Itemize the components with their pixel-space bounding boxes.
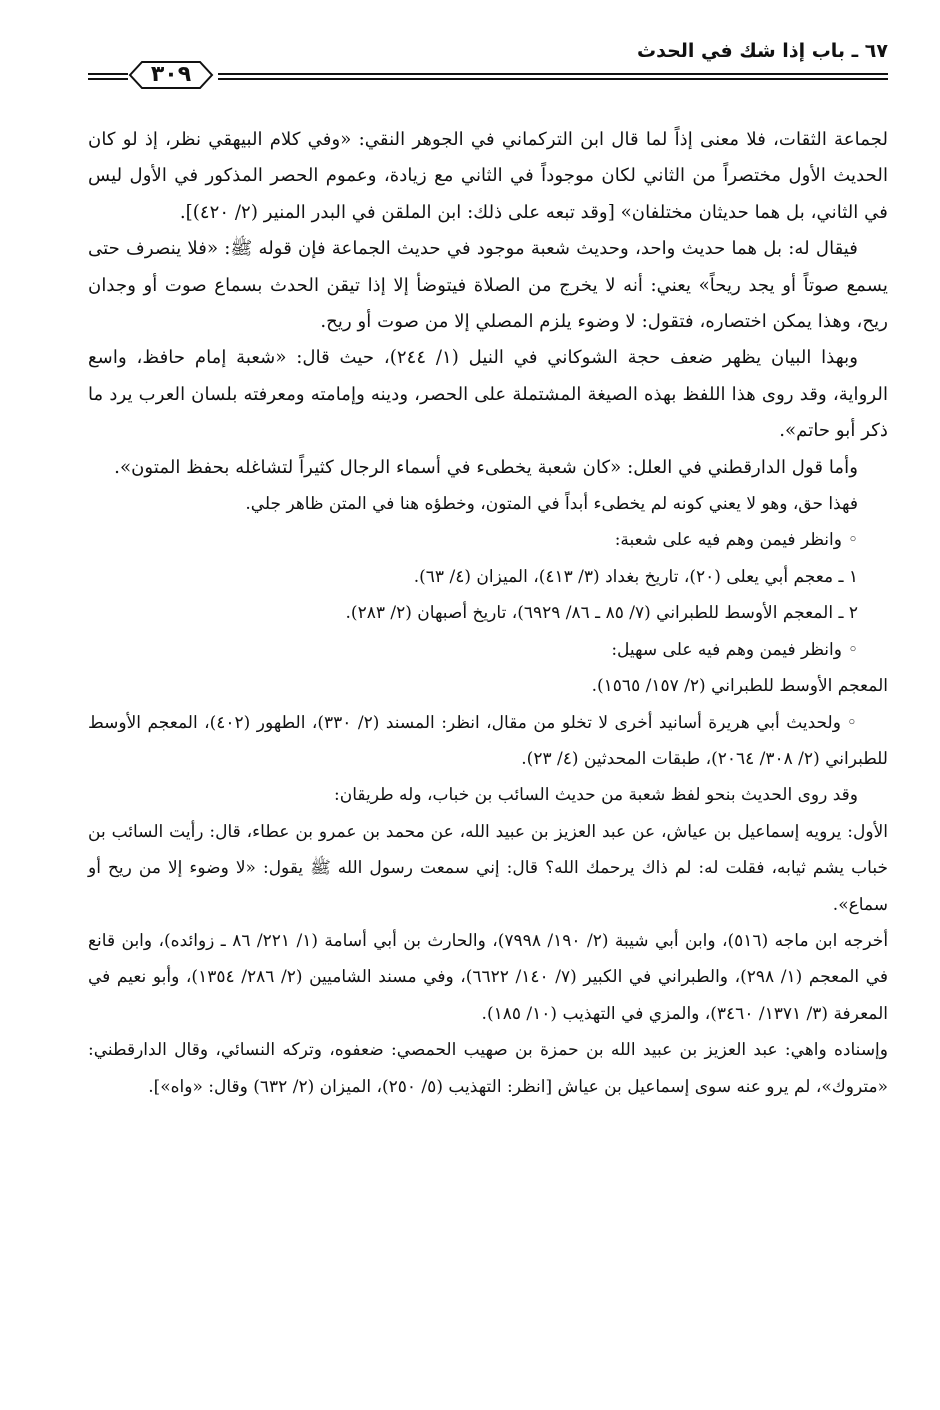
note-paragraph: الأول: يرويه إسماعيل بن عياش، عن عبد العزيز بن عبيد الله، عن محمد بن عمرو بن عطاء، قال: رأيت السائب بن خباب يشم ثيابه، فقلت له: لم ذاك يرحمك الله؟ قال: إني سمعت رسول الله ﷺ يقول: «لا وضوء إلا من ريح أو سماع». xyxy=(88,821,888,915)
header-rule xyxy=(88,78,128,80)
note-list-item: ٢ ـ المعجم الأوسط للطبراني (٧/ ٨٥ ـ ٨٦/ ٦٩٢٩)، تاريخ أصبهان (٢/ ٢٨٣). xyxy=(345,603,858,624)
header-rule xyxy=(88,73,128,75)
paragraph: لجماعة الثقات، فلا معنى إذاً لما قال ابن التركماني في الجوهر النقي: «وفي كلام البيهقي نظر، إذ لو كان الحديث الأول مختصراً من الثاني لكان موجوداً في الثاني مع زيادة، وعموم الحصر المذكور في الأول ليس في الثاني، بل هما حديثان مختلفان» [وقد تبعه على ذلك: ابن الملقن في البدر المنير (٢/ ٤٢٠)]. xyxy=(88,129,888,223)
note-paragraph: فهذا حق، وهو لا يعني كونه لم يخطىء أبداً في المتون، وخطؤه هنا في المتن ظاهر جلي. xyxy=(245,494,858,515)
paragraph: وبهذا البيان يظهر ضعف حجة الشوكاني في النيل (١/ ٢٤٤)، حيث قال: «شعبة إمام حافظ، واسع الرواية، وقد روى هذا اللفظ بهذه الصيغة المشتملة على الحصر، ودينه وإمامته ومعرفته بلسان العرب يرد ما ذكر أبو حاتم». xyxy=(88,347,888,442)
note-paragraph: أخرجه ابن ماجه (٥١٦)، وابن أبي شيبة (٢/ ١٩٠/ ٧٩٩٨)، والحارث بن أبي أسامة (١/ ٢٢١/ ٨٦ ـ زوائده)، وابن قانع في المعجم (١/ ٢٩٨)، والطبراني في الكبير (٧/ ١٤٠/ ٦٦٢٢)، وفي مسند الشاميين (٢/ ٢٨٦/ ١٣٥٤)، وأبو نعيم في المعرفة (٣/ ١٣٧١/ ٣٤٦٠)، والمزي في التهذيب (١٠/ ١٨٥). xyxy=(88,930,889,1024)
paragraph: وأما قول الدارقطني في العلل: «كان شعبة يخطىء في أسماء الرجال كثيراً لتشاغله بحفظ المتون». xyxy=(114,456,858,478)
bullet-icon: ◦ xyxy=(847,530,858,551)
header-rule xyxy=(218,78,888,80)
note-paragraph: وإسناده واهي: عبد العزيز بن عبيد الله بن حمزة بن صهيب الحمصي: ضعفوه، وتركه النسائي، وقال الدارقطني: «متروك»، لم يرو عنه سوى إسماعيل بن عياش [انظر: التهذيب (٥/ ٢٥٠)، الميزان (٢/ ٦٣٢) وقال: «واه»]. xyxy=(88,1040,888,1097)
note-item: ◦وانظر فيمن وهم فيه على شعبة: xyxy=(614,530,858,551)
bullet-icon: ◦ xyxy=(846,712,858,733)
note-item: ◦وانظر فيمن وهم فيه على سهيل: xyxy=(611,639,858,660)
note-list-item: ١ ـ معجم أبي يعلى (٢٠)، تاريخ بغداد (٣/ ٤١٣)، الميزان (٤/ ٦٣). xyxy=(413,566,858,587)
chapter-title: ٦٧ ـ باب إذا شك في الحدث xyxy=(637,40,888,62)
page-body xyxy=(88,122,888,1105)
paragraph: فيقال له: بل هما حديث واحد، وحديث شعبة موجود في حديث الجماعة فإن قوله ﷺ: «فلا ينصرف حتى يسمع صوتاً أو يجد ريحاً» يعني: أنه لا يخرج من الصلاة فيتوضأ إلا إذا تيقن الحدث بسماع صوت أو وجدان ريح، وهذا يمكن اختصاره، فتقول: لا وضوء يلزم المصلي إلا من صوت أو ريح. xyxy=(88,238,888,333)
page-header xyxy=(88,38,888,88)
header-rule xyxy=(218,73,888,75)
page-number-frame xyxy=(126,60,216,90)
note-item: ◦ولحديث أبي هريرة أسانيد أخرى لا تخلو من مقال، انظر: المسند (٢/ ٣٣٠)، الطهور (٤٠٢)، المعجم الأوسط للطبراني (٢/ ٣٠٨/ ٢٠٦٤)، طبقات المحدثين (٤/ ٢٣). xyxy=(88,712,888,769)
page-number: ٣٠٩ xyxy=(150,62,192,87)
bullet-icon: ◦ xyxy=(847,639,858,660)
note-paragraph: وقد روى الحديث بنحو لفظ شعبة من حديث السائب بن خباب، وله طريقان: xyxy=(334,785,858,806)
note-paragraph: المعجم الأوسط للطبراني (٢/ ١٥٧/ ١٥٦٥). xyxy=(591,676,888,697)
